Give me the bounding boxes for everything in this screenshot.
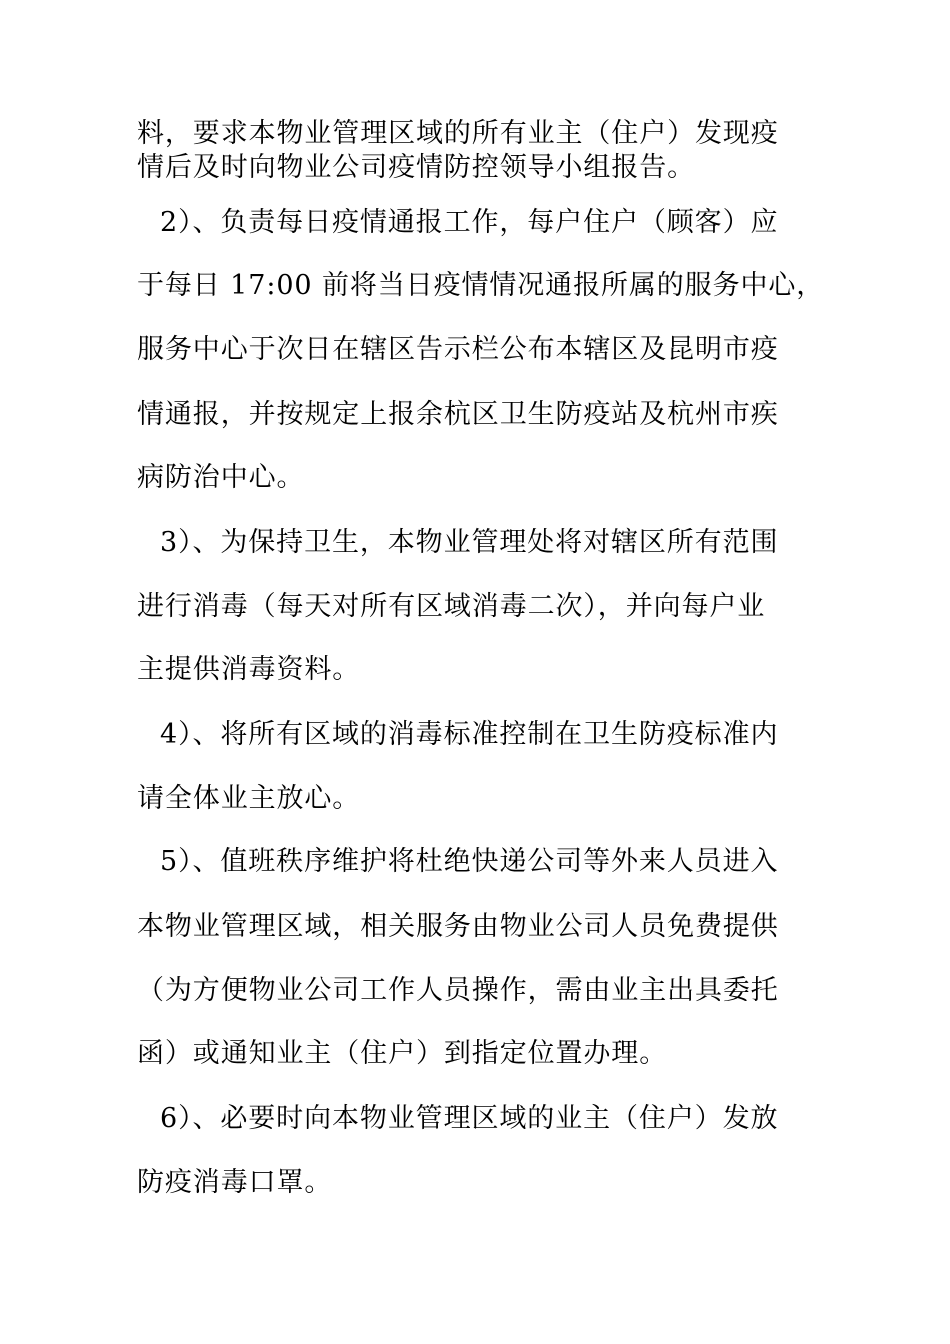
text-line: 进行消毒（每天对所有区域消毒二次），并向每户业 xyxy=(137,591,766,622)
text-line: 服务中心于次日在辖区告示栏公布本辖区及昆明市疫 xyxy=(137,334,779,365)
text-line: （为方便物业公司工作人员操作，需由业主出具委托 xyxy=(137,975,779,1006)
text-line: 3）、为保持卫生，本物业管理处将对辖区所有范围 xyxy=(160,527,779,558)
text-line: 病防治中心。 xyxy=(137,462,305,493)
text-line: 料，要求本物业管理区域的所有业主（住户）发现疫 xyxy=(137,118,779,149)
text-line: 于每日 17:00 前将当日疫情情况通报所属的服务中心， xyxy=(137,270,825,301)
text-line: 主提供消毒资料。 xyxy=(137,654,361,685)
text-line: 情通报，并按规定上报余杭区卫生防疫站及杭州市疾 xyxy=(137,399,779,430)
text-line: 防疫消毒口罩。 xyxy=(137,1167,333,1198)
text-line: 4）、将所有区域的消毒标准控制在卫生防疫标准内 xyxy=(160,719,779,750)
text-line: 6）、必要时向本物业管理区域的业主（住户）发放 xyxy=(160,1103,779,1134)
text-line: 本物业管理区域，相关服务由物业公司人员免费提供 xyxy=(137,911,779,942)
text-line: 函）或通知业主（住户）到指定位置办理。 xyxy=(137,1038,668,1069)
text-line: 5）、值班秩序维护将杜绝快递公司等外来人员进入 xyxy=(160,846,779,877)
text-line: 请全体业主放心。 xyxy=(137,783,361,814)
text-line: 情后及时向物业公司疫情防控领导小组报告。 xyxy=(137,152,695,183)
text-line: 2）、负责每日疫情通报工作，每户住户（顾客）应 xyxy=(160,207,779,238)
